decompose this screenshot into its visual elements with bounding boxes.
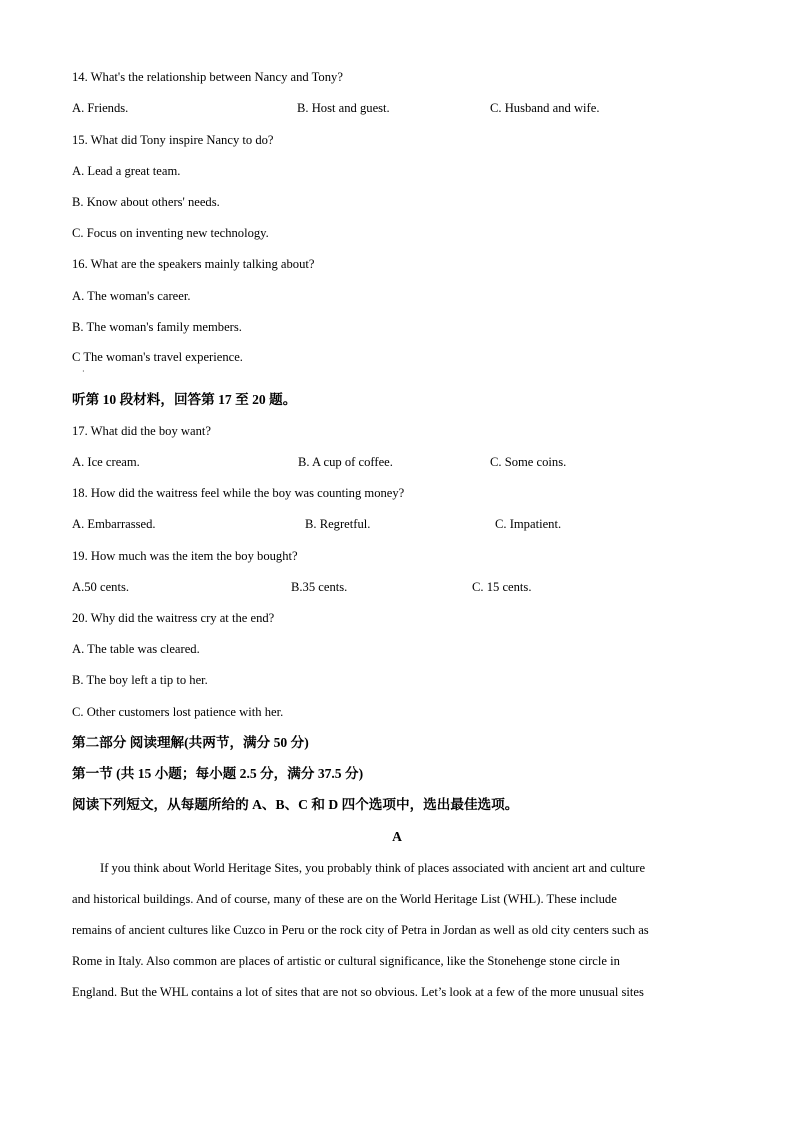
question-18-option-c: C. Impatient. [495,517,562,531]
question-17-option-a: A. Ice cream. [72,455,140,469]
passage-line-5: England. But the WHL contains a lot of sites that are not so obvious. Let’s look at a few of the more unusual sites [72,985,644,999]
question-20-option-a: A. The table was cleared. [72,642,200,656]
passage-line-1: If you think about World Heritage Sites, you probably think of places associated with ancient art and culture [100,861,646,875]
question-16-option-c: C The woman's travel experience. [72,350,243,364]
passage-label: A [392,829,402,844]
question-16-option-b: B. The woman's family members. [72,320,242,334]
part-2-heading: 第二部分 阅读理解(共两节，满分 50 分) [72,735,309,750]
question-15-stem: 15. What did Tony inspire Nancy to do? [72,133,274,147]
question-15-option-c: C. Focus on inventing new technology. [72,226,269,240]
passage-line-4: Rome in Italy. Also common are places of artistic or cultural significance, like the Stonehenge stone circle in [72,954,620,968]
stray-dot: · [82,367,85,376]
question-19-option-b: B.35 cents. [291,580,348,594]
question-17-option-c: C. Some coins. [490,455,567,469]
question-18-option-a: A. Embarrassed. [72,517,156,531]
passage-line-2: and historical buildings. And of course, many of these are on the World Heritage List (WHL). These include [72,892,617,906]
question-18-option-b: B. Regretful. [305,517,371,531]
question-19-option-c: C. 15 cents. [472,580,532,594]
question-14-option-a: A. Friends. [72,101,129,115]
reading-instruction: 阅读下列短文，从每题所给的 A、B、C 和 D 四个选项中，选出最佳选项。 [72,797,519,812]
question-20-option-c: C. Other customers lost patience with her. [72,705,284,719]
question-14-option-b: B. Host and guest. [297,101,390,115]
passage-a-text [72,853,714,1008]
question-15-option-a: A. Lead a great team. [72,164,181,178]
section-10-heading: 听第 10 段材料，回答第 17 至 20 题。 [72,392,297,407]
question-19-option-a: A.50 cents. [72,580,130,594]
question-20-option-b: B. The boy left a tip to her. [72,673,208,687]
passage-line-3: remains of ancient cultures like Cuzco in Peru or the rock city of Petra in Jordan as well as old city centers such as [72,923,649,937]
question-14-stem: 14. What's the relationship between Nancy and Tony? [72,70,343,84]
question-16-option-a: A. The woman's career. [72,289,191,303]
section-1-heading: 第一节 (共 15 小题；每小题 2.5 分，满分 37.5 分) [72,766,364,781]
question-19-stem: 19. How much was the item the boy bought? [72,549,298,563]
question-14-option-c: C. Husband and wife. [490,101,600,115]
question-18-stem: 18. How did the waitress feel while the boy was counting money? [72,486,405,500]
question-16-stem: 16. What are the speakers mainly talking about? [72,257,315,271]
question-15-option-b: B. Know about others' needs. [72,195,220,209]
question-17-option-b: B. A cup of coffee. [298,455,393,469]
question-17-stem: 17. What did the boy want? [72,424,211,438]
question-20-stem: 20. Why did the waitress cry at the end? [72,611,275,625]
